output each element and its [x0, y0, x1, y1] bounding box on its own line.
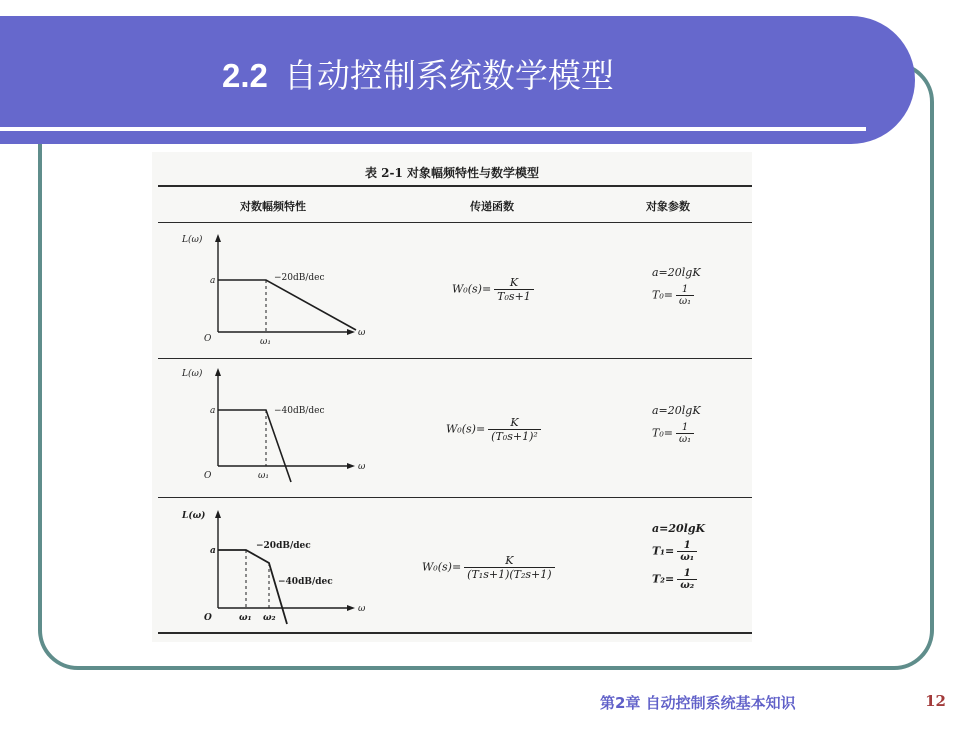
- tf-denominator: T₀s+1: [497, 290, 531, 303]
- title-underline: [0, 127, 866, 131]
- table-top-rule: [158, 185, 752, 187]
- param-numerator: 1: [676, 284, 694, 296]
- bode-plot-3: [180, 508, 380, 628]
- origin-label: O: [204, 613, 212, 623]
- param-denominator: ω₁: [678, 434, 692, 445]
- param-lhs: T₀=: [652, 426, 673, 440]
- level-label: a: [210, 276, 216, 286]
- param-lhs: T₂=: [652, 572, 675, 586]
- level-label: a: [210, 546, 216, 556]
- chapter-label: 第2章 自动控制系统基本知识: [600, 694, 796, 712]
- magnitude-curve: [218, 280, 356, 330]
- tf-numerator: K: [494, 276, 534, 290]
- tf-numerator: K: [464, 554, 554, 568]
- tf-fraction: [464, 554, 554, 581]
- row-divider-1: [158, 358, 752, 359]
- param-fraction: [677, 568, 697, 591]
- param-fraction: [676, 284, 694, 307]
- magnitude-curve: [218, 550, 287, 624]
- tf-fraction: [494, 276, 534, 303]
- table-bottom-rule: [158, 632, 752, 634]
- y-axis-label: L(ω): [182, 369, 203, 379]
- tf-fraction: [488, 416, 541, 443]
- transfer-function-3: [422, 554, 555, 581]
- tf-lhs: W₀(s)=: [446, 422, 486, 436]
- slide-title: [222, 48, 614, 104]
- x-arrow: [347, 329, 355, 335]
- param-t0: [652, 284, 701, 307]
- magnitude-curve: [218, 410, 291, 482]
- slope-label-2: −40dB/dec: [278, 577, 333, 587]
- section-number: 2.2: [222, 57, 268, 94]
- tf-lhs: W₀(s)=: [422, 560, 462, 574]
- transfer-function-2: [446, 416, 541, 443]
- row-divider-2: [158, 497, 752, 498]
- origin-label: O: [204, 334, 212, 344]
- bode-plot-2: [180, 366, 370, 486]
- level-label: a: [210, 406, 216, 416]
- header-params: 对象参数: [646, 200, 690, 213]
- header-tf: 传递函数: [470, 200, 514, 213]
- slope-label: −20dB/dec: [274, 273, 325, 283]
- tf-numerator: K: [488, 416, 541, 430]
- param-denominator: ω₂: [680, 580, 695, 591]
- param-a: a=20lgK: [652, 266, 701, 279]
- break-label: ω₁: [258, 471, 269, 481]
- header-rule: [158, 222, 752, 223]
- param-denominator: ω₁: [680, 552, 695, 563]
- params-1: [652, 266, 701, 312]
- origin-label: O: [204, 471, 212, 481]
- y-arrow: [215, 234, 221, 242]
- y-arrow: [215, 510, 221, 518]
- slope-label: −40dB/dec: [274, 406, 325, 416]
- param-numerator: 1: [677, 568, 697, 580]
- transfer-function-1: [452, 276, 534, 303]
- x-axis-label: ω: [358, 328, 366, 338]
- params-2: [652, 404, 701, 450]
- x-axis-label: ω: [358, 462, 366, 472]
- param-lhs: T₁=: [652, 544, 675, 558]
- break-label: ω₁: [260, 337, 271, 347]
- break-label-2: ω₂: [263, 613, 276, 623]
- tf-denominator: (T₁s+1)(T₂s+1): [467, 568, 552, 581]
- param-numerator: 1: [676, 422, 694, 434]
- param-fraction: [676, 422, 694, 445]
- slope-label-1: −20dB/dec: [256, 541, 311, 551]
- bode-plot-1: [180, 232, 370, 347]
- break-label-1: ω₁: [239, 613, 252, 623]
- param-t0: [652, 422, 701, 445]
- param-lhs: T₀=: [652, 288, 673, 302]
- param-t2: [652, 568, 705, 591]
- params-3: [652, 522, 705, 596]
- tf-denominator: (T₀s+1)²: [491, 430, 538, 443]
- page-number: 12: [925, 692, 946, 710]
- x-axis-label: ω: [358, 604, 366, 614]
- param-t1: [652, 540, 705, 563]
- param-a: a=20lgK: [652, 522, 706, 535]
- title-label: 自动控制系统数学模型: [283, 56, 614, 95]
- param-denominator: ω₁: [678, 296, 692, 307]
- scanned-table: [152, 152, 752, 642]
- param-a: a=20lgK: [652, 404, 701, 417]
- header-bode: 对数幅频特性: [240, 200, 306, 213]
- y-axis-label: L(ω): [182, 511, 206, 521]
- table-caption: 表 2-1 对象幅频特性与数学模型: [364, 166, 540, 180]
- x-arrow: [347, 463, 355, 469]
- y-axis-label: L(ω): [182, 235, 203, 245]
- y-arrow: [215, 368, 221, 376]
- tf-lhs: W₀(s)=: [452, 282, 492, 296]
- param-numerator: 1: [677, 540, 697, 552]
- x-arrow: [347, 605, 355, 611]
- slide-footer: [600, 692, 946, 714]
- param-fraction: [677, 540, 697, 563]
